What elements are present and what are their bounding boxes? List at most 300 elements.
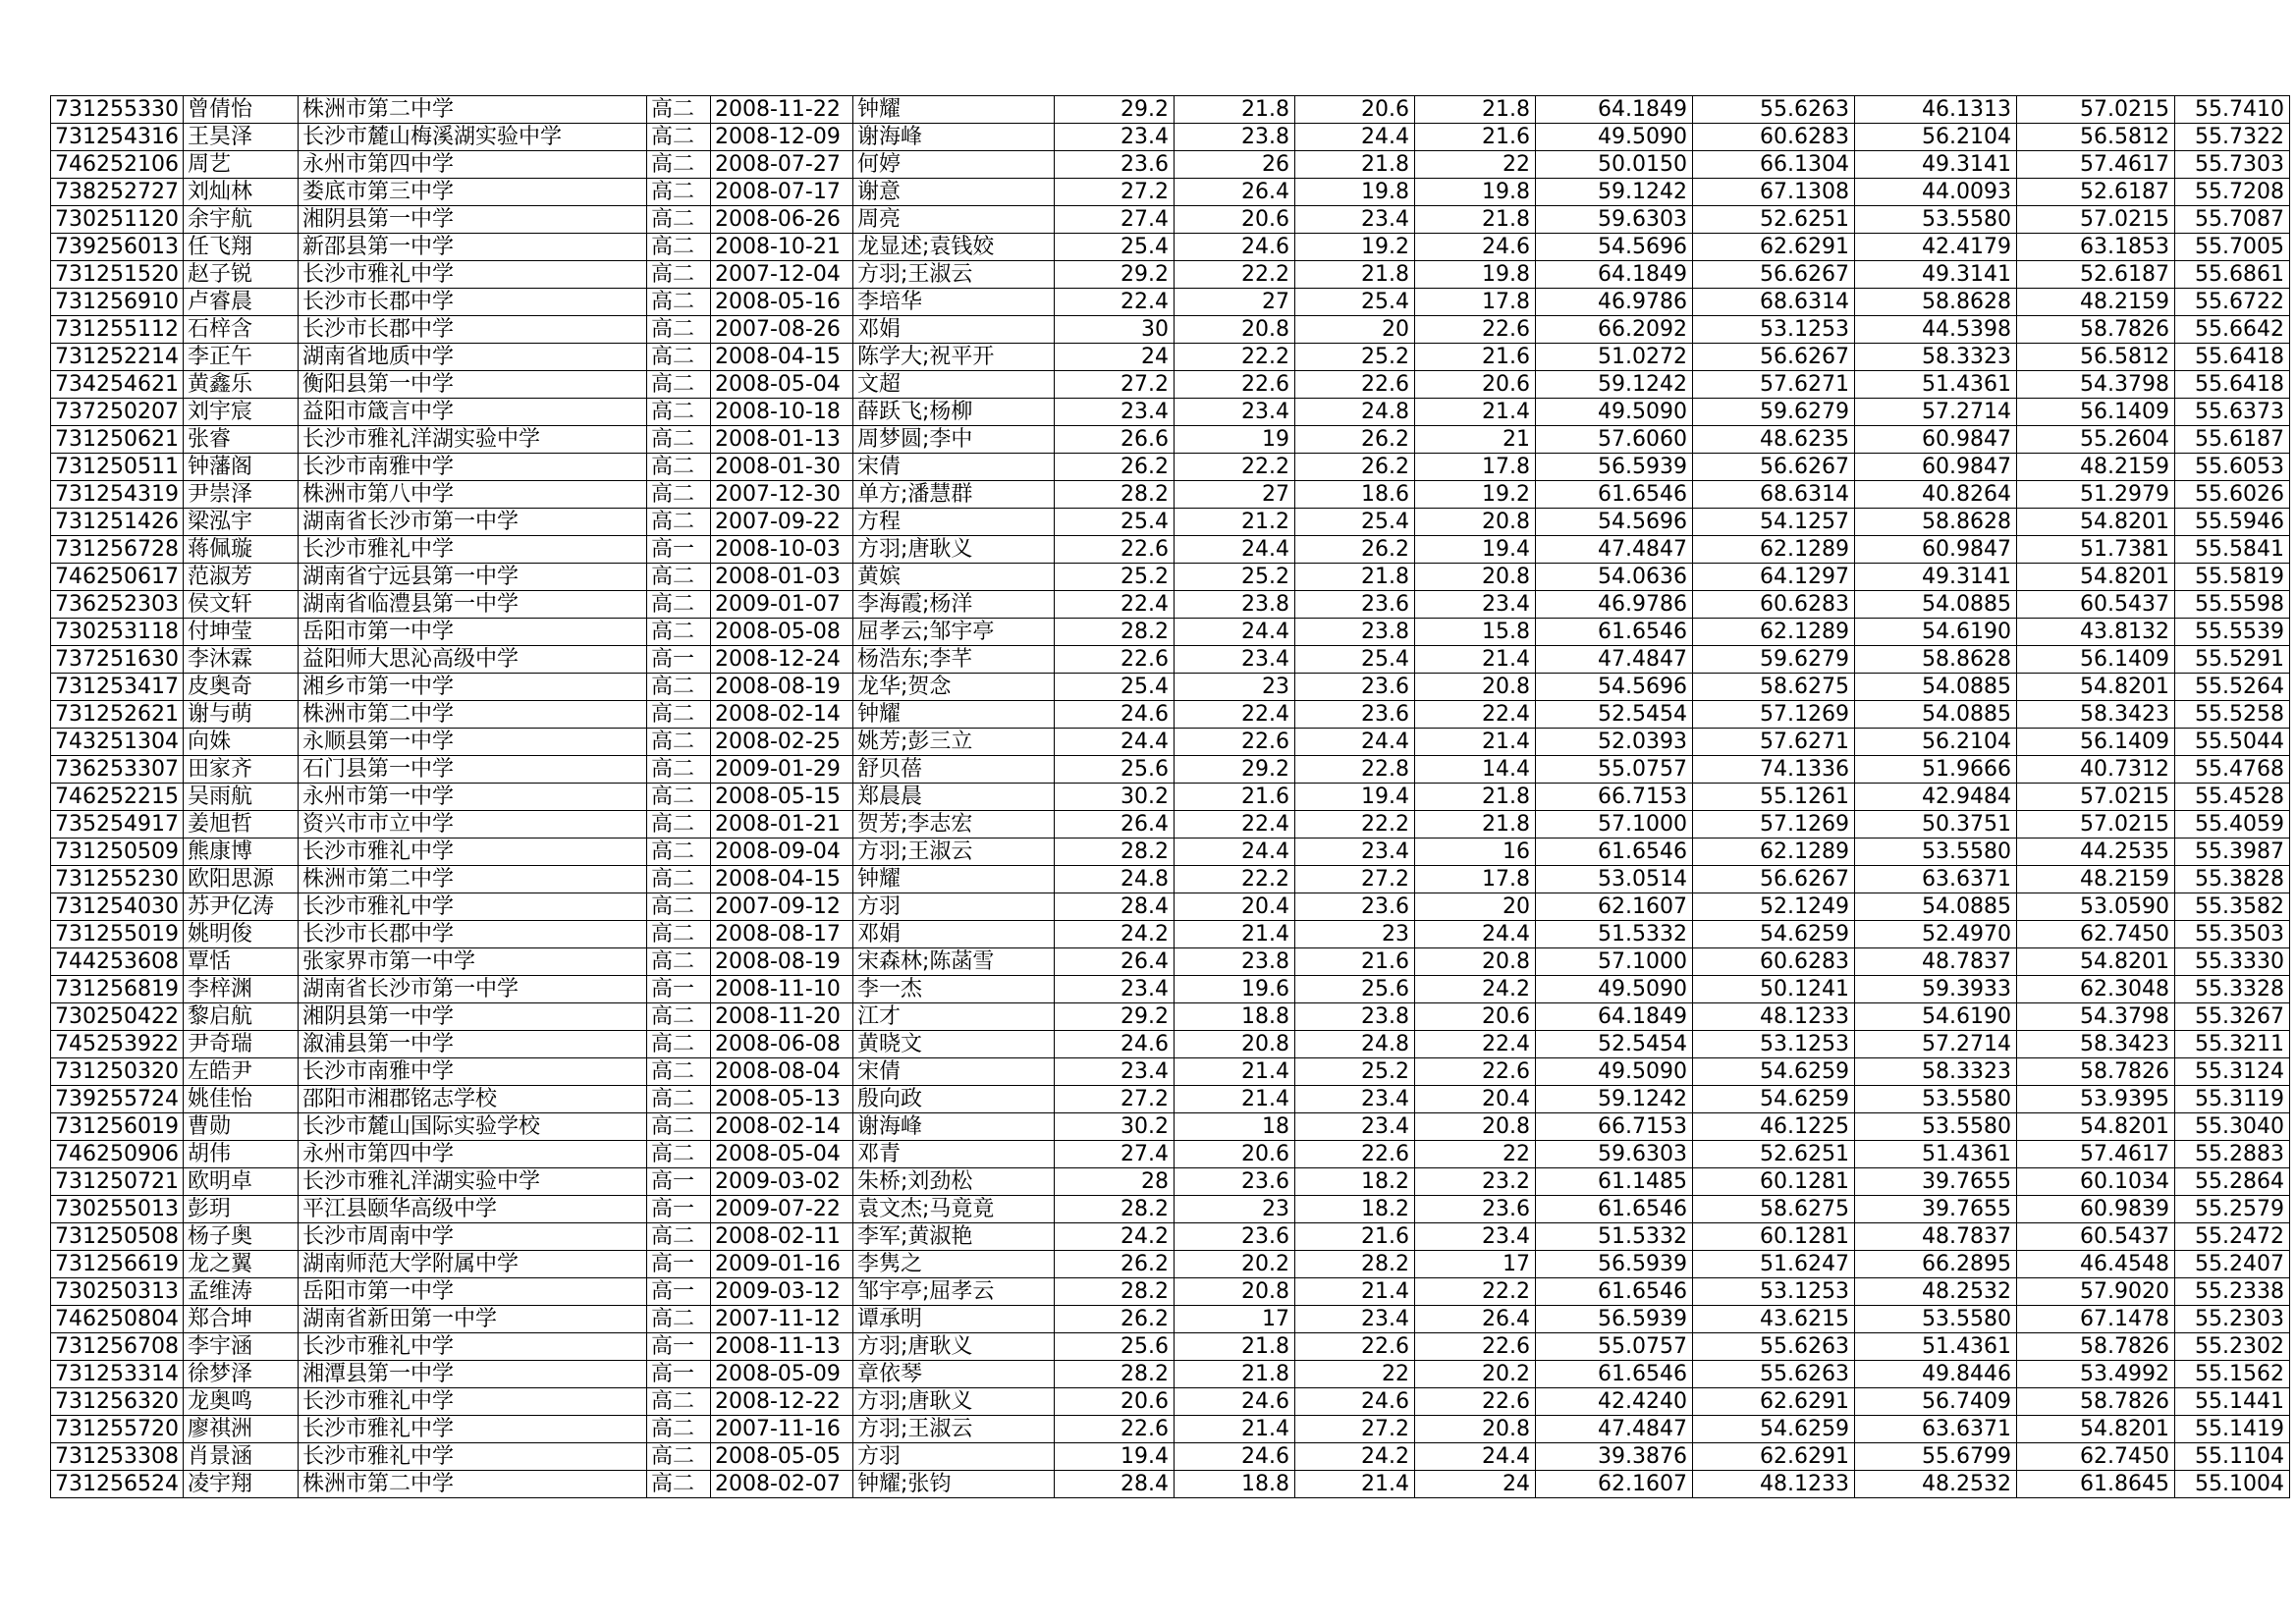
id-cell: 731256619	[51, 1251, 184, 1278]
birthdate-cell: 2009-01-16	[710, 1251, 852, 1278]
id-cell: 731255330	[51, 96, 184, 124]
score4-cell: 22.6	[1414, 1058, 1535, 1086]
std2-cell: 55.6263	[1692, 1333, 1854, 1361]
std2-cell: 53.1253	[1692, 316, 1854, 344]
std4-cell: 52.6187	[2016, 261, 2174, 289]
grade-cell: 高二	[646, 811, 710, 839]
teacher-cell: 朱桥;刘劲松	[852, 1168, 1054, 1196]
std4-cell: 56.5812	[2016, 344, 2174, 371]
score1-cell: 24.4	[1054, 729, 1174, 756]
total-cell: 55.3582	[2174, 893, 2289, 921]
name-cell: 姚明俊	[183, 921, 298, 948]
score4-cell: 20.2	[1414, 1361, 1535, 1388]
teacher-cell: 宋倩	[852, 1058, 1054, 1086]
school-cell: 新邵县第一中学	[298, 234, 646, 261]
name-cell: 廖祺洲	[183, 1416, 298, 1443]
score1-cell: 27.2	[1054, 1086, 1174, 1113]
id-cell: 731253314	[51, 1361, 184, 1388]
score2-cell: 20.8	[1174, 1278, 1294, 1306]
id-cell: 731250320	[51, 1058, 184, 1086]
name-cell: 余宇航	[183, 206, 298, 234]
std4-cell: 57.0215	[2016, 811, 2174, 839]
std2-cell: 54.6259	[1692, 1416, 1854, 1443]
score1-cell: 22.6	[1054, 646, 1174, 674]
std2-cell: 57.6271	[1692, 371, 1854, 399]
id-cell: 746250906	[51, 1141, 184, 1168]
std1-cell: 51.5332	[1535, 1223, 1692, 1251]
id-cell: 731256524	[51, 1471, 184, 1498]
table-row	[51, 784, 2290, 811]
score4-cell: 17	[1414, 1251, 1535, 1278]
score4-cell: 19.2	[1414, 481, 1535, 509]
birthdate-cell: 2007-08-26	[710, 316, 852, 344]
table-row	[51, 1141, 2290, 1168]
score2-cell: 23	[1174, 1196, 1294, 1223]
std4-cell: 57.0215	[2016, 96, 2174, 124]
score3-cell: 25.2	[1294, 344, 1414, 371]
std3-cell: 49.3141	[1854, 564, 2016, 591]
std4-cell: 58.7826	[2016, 316, 2174, 344]
score1-cell: 29.2	[1054, 96, 1174, 124]
birthdate-cell: 2009-01-07	[710, 591, 852, 619]
score2-cell: 22.2	[1174, 261, 1294, 289]
std4-cell: 53.4992	[2016, 1361, 2174, 1388]
score3-cell: 23.4	[1294, 1306, 1414, 1333]
std3-cell: 58.8628	[1854, 509, 2016, 536]
std3-cell: 44.5398	[1854, 316, 2016, 344]
score4-cell: 21.6	[1414, 124, 1535, 151]
std4-cell: 53.0590	[2016, 893, 2174, 921]
name-cell: 欧阳思源	[183, 866, 298, 893]
table-row	[51, 316, 2290, 344]
score1-cell: 25.6	[1054, 1333, 1174, 1361]
table-row	[51, 1196, 2290, 1223]
total-cell: 55.2883	[2174, 1141, 2289, 1168]
id-cell: 737250207	[51, 399, 184, 426]
score2-cell: 23.4	[1174, 646, 1294, 674]
score2-cell: 26	[1174, 151, 1294, 179]
std3-cell: 57.2714	[1854, 399, 2016, 426]
std1-cell: 59.1242	[1535, 371, 1692, 399]
grade-cell: 高二	[646, 261, 710, 289]
score2-cell: 23.6	[1174, 1168, 1294, 1196]
grade-cell: 高二	[646, 1141, 710, 1168]
std3-cell: 63.6371	[1854, 1416, 2016, 1443]
std1-cell: 62.1607	[1535, 893, 1692, 921]
id-cell: 731253308	[51, 1443, 184, 1471]
grade-cell: 高二	[646, 1223, 710, 1251]
teacher-cell: 周亮	[852, 206, 1054, 234]
score2-cell: 20.8	[1174, 1031, 1294, 1058]
score3-cell: 20.6	[1294, 96, 1414, 124]
score3-cell: 24.4	[1294, 124, 1414, 151]
score3-cell: 26.2	[1294, 426, 1414, 454]
birthdate-cell: 2008-10-21	[710, 234, 852, 261]
std1-cell: 57.1000	[1535, 948, 1692, 976]
std2-cell: 60.6283	[1692, 591, 1854, 619]
score2-cell: 29.2	[1174, 756, 1294, 784]
name-cell: 李宇涵	[183, 1333, 298, 1361]
std4-cell: 60.5437	[2016, 591, 2174, 619]
id-cell: 734254621	[51, 371, 184, 399]
birthdate-cell: 2008-11-10	[710, 976, 852, 1003]
name-cell: 吴雨航	[183, 784, 298, 811]
grade-cell: 高二	[646, 399, 710, 426]
score1-cell: 28.2	[1054, 481, 1174, 509]
grade-cell: 高二	[646, 591, 710, 619]
std2-cell: 55.6263	[1692, 96, 1854, 124]
score4-cell: 24.6	[1414, 234, 1535, 261]
score2-cell: 18.8	[1174, 1471, 1294, 1498]
total-cell: 55.7410	[2174, 96, 2289, 124]
birthdate-cell: 2008-05-04	[710, 371, 852, 399]
table-row	[51, 1361, 2290, 1388]
teacher-cell: 谢海峰	[852, 124, 1054, 151]
school-cell: 邵阳市湘郡铭志学校	[298, 1086, 646, 1113]
score3-cell: 22.6	[1294, 371, 1414, 399]
std3-cell: 54.6190	[1854, 1003, 2016, 1031]
score2-cell: 24.4	[1174, 536, 1294, 564]
total-cell: 55.5819	[2174, 564, 2289, 591]
std4-cell: 60.1034	[2016, 1168, 2174, 1196]
score4-cell: 21.8	[1414, 811, 1535, 839]
score3-cell: 21.6	[1294, 948, 1414, 976]
score4-cell: 22.2	[1414, 1278, 1535, 1306]
score4-cell: 20.4	[1414, 1086, 1535, 1113]
total-cell: 55.2864	[2174, 1168, 2289, 1196]
std1-cell: 47.4847	[1535, 646, 1692, 674]
score1-cell: 22.4	[1054, 289, 1174, 316]
id-cell: 730253118	[51, 619, 184, 646]
score1-cell: 28.2	[1054, 1278, 1174, 1306]
score2-cell: 24.6	[1174, 1388, 1294, 1416]
score3-cell: 20	[1294, 316, 1414, 344]
std1-cell: 54.5696	[1535, 674, 1692, 701]
score2-cell: 23.8	[1174, 948, 1294, 976]
id-cell: 745253922	[51, 1031, 184, 1058]
score3-cell: 26.2	[1294, 454, 1414, 481]
score1-cell: 26.2	[1054, 454, 1174, 481]
score3-cell: 25.4	[1294, 509, 1414, 536]
teacher-cell: 方羽;唐耿义	[852, 1333, 1054, 1361]
score1-cell: 25.2	[1054, 564, 1174, 591]
std3-cell: 40.8264	[1854, 481, 2016, 509]
school-cell: 湖南省长沙市第一中学	[298, 976, 646, 1003]
score1-cell: 26.2	[1054, 1251, 1174, 1278]
score3-cell: 24.8	[1294, 1031, 1414, 1058]
std4-cell: 61.8645	[2016, 1471, 2174, 1498]
std3-cell: 53.5580	[1854, 1306, 2016, 1333]
std4-cell: 54.8201	[2016, 948, 2174, 976]
school-cell: 湖南师范大学附属中学	[298, 1251, 646, 1278]
teacher-cell: 李培华	[852, 289, 1054, 316]
table-row	[51, 481, 2290, 509]
std1-cell: 49.5090	[1535, 399, 1692, 426]
total-cell: 55.6373	[2174, 399, 2289, 426]
total-cell: 55.5841	[2174, 536, 2289, 564]
score4-cell: 19.8	[1414, 179, 1535, 206]
table-row	[51, 839, 2290, 866]
name-cell: 曾倩怡	[183, 96, 298, 124]
std3-cell: 54.0885	[1854, 674, 2016, 701]
std3-cell: 48.7837	[1854, 1223, 2016, 1251]
std1-cell: 66.2092	[1535, 316, 1692, 344]
school-cell: 湖南省临澧县第一中学	[298, 591, 646, 619]
std4-cell: 58.7826	[2016, 1388, 2174, 1416]
id-cell: 731256728	[51, 536, 184, 564]
id-cell: 731253417	[51, 674, 184, 701]
teacher-cell: 方羽;唐耿义	[852, 536, 1054, 564]
name-cell: 姚佳怡	[183, 1086, 298, 1113]
score2-cell: 21.2	[1174, 509, 1294, 536]
id-cell: 746252215	[51, 784, 184, 811]
std4-cell: 62.7450	[2016, 921, 2174, 948]
score1-cell: 24.2	[1054, 1223, 1174, 1251]
score1-cell: 23.6	[1054, 151, 1174, 179]
teacher-cell: 谭承明	[852, 1306, 1054, 1333]
school-cell: 长沙市长郡中学	[298, 289, 646, 316]
name-cell: 熊康博	[183, 839, 298, 866]
birthdate-cell: 2009-03-02	[710, 1168, 852, 1196]
score2-cell: 21.8	[1174, 96, 1294, 124]
school-cell: 株洲市第八中学	[298, 481, 646, 509]
std3-cell: 58.8628	[1854, 646, 2016, 674]
table-row	[51, 564, 2290, 591]
birthdate-cell: 2008-05-04	[710, 1141, 852, 1168]
score1-cell: 28.4	[1054, 893, 1174, 921]
name-cell: 黄鑫乐	[183, 371, 298, 399]
std2-cell: 74.1336	[1692, 756, 1854, 784]
total-cell: 55.6026	[2174, 481, 2289, 509]
score4-cell: 23.6	[1414, 1196, 1535, 1223]
score4-cell: 24	[1414, 1471, 1535, 1498]
teacher-cell: 黄晓文	[852, 1031, 1054, 1058]
score2-cell: 21.4	[1174, 921, 1294, 948]
total-cell: 55.5044	[2174, 729, 2289, 756]
std3-cell: 53.5580	[1854, 206, 2016, 234]
table-row	[51, 1113, 2290, 1141]
std1-cell: 56.5939	[1535, 1306, 1692, 1333]
score1-cell: 26.2	[1054, 1306, 1174, 1333]
teacher-cell: 屈孝云;邹宇亭	[852, 619, 1054, 646]
std2-cell: 62.1289	[1692, 839, 1854, 866]
score1-cell: 26.4	[1054, 948, 1174, 976]
score4-cell: 21.4	[1414, 646, 1535, 674]
total-cell: 55.1419	[2174, 1416, 2289, 1443]
id-cell: 746252106	[51, 151, 184, 179]
total-cell: 55.6418	[2174, 344, 2289, 371]
std1-cell: 51.5332	[1535, 921, 1692, 948]
score2-cell: 23	[1174, 674, 1294, 701]
std3-cell: 49.3141	[1854, 151, 2016, 179]
table-row	[51, 1086, 2290, 1113]
score2-cell: 23.4	[1174, 399, 1294, 426]
total-cell: 55.1562	[2174, 1361, 2289, 1388]
name-cell: 郑合坤	[183, 1306, 298, 1333]
std1-cell: 52.5454	[1535, 701, 1692, 729]
teacher-cell: 陈学大;祝平开	[852, 344, 1054, 371]
score4-cell: 20.8	[1414, 1416, 1535, 1443]
name-cell: 石梓含	[183, 316, 298, 344]
table-row	[51, 371, 2290, 399]
std4-cell: 60.9839	[2016, 1196, 2174, 1223]
grade-cell: 高二	[646, 344, 710, 371]
std2-cell: 54.6259	[1692, 921, 1854, 948]
std3-cell: 42.4179	[1854, 234, 2016, 261]
teacher-cell: 方程	[852, 509, 1054, 536]
score2-cell: 22.6	[1174, 371, 1294, 399]
total-cell: 55.6418	[2174, 371, 2289, 399]
std4-cell: 67.1478	[2016, 1306, 2174, 1333]
name-cell: 胡伟	[183, 1141, 298, 1168]
std3-cell: 39.7655	[1854, 1196, 2016, 1223]
school-cell: 长沙市雅礼中学	[298, 1443, 646, 1471]
teacher-cell: 江才	[852, 1003, 1054, 1031]
birthdate-cell: 2008-06-08	[710, 1031, 852, 1058]
table-row	[51, 289, 2290, 316]
std2-cell: 60.1281	[1692, 1223, 1854, 1251]
score1-cell: 25.4	[1054, 509, 1174, 536]
teacher-cell: 龙华;贺念	[852, 674, 1054, 701]
table-row	[51, 1058, 2290, 1086]
table-row	[51, 976, 2290, 1003]
birthdate-cell: 2008-12-09	[710, 124, 852, 151]
name-cell: 钟藩阁	[183, 454, 298, 481]
id-cell: 731255230	[51, 866, 184, 893]
score4-cell: 22.6	[1414, 1333, 1535, 1361]
id-cell: 739256013	[51, 234, 184, 261]
score4-cell: 17.8	[1414, 289, 1535, 316]
school-cell: 湘潭县第一中学	[298, 1361, 646, 1388]
id-cell: 731256320	[51, 1388, 184, 1416]
grade-cell: 高一	[646, 1361, 710, 1388]
std2-cell: 62.1289	[1692, 536, 1854, 564]
table-row	[51, 426, 2290, 454]
std4-cell: 58.7826	[2016, 1058, 2174, 1086]
teacher-cell: 方羽	[852, 893, 1054, 921]
score4-cell: 23.4	[1414, 1223, 1535, 1251]
score3-cell: 28.2	[1294, 1251, 1414, 1278]
grade-cell: 高二	[646, 151, 710, 179]
score2-cell: 21.6	[1174, 784, 1294, 811]
grade-cell: 高二	[646, 564, 710, 591]
id-cell: 735254917	[51, 811, 184, 839]
std3-cell: 53.5580	[1854, 1086, 2016, 1113]
total-cell: 55.2302	[2174, 1333, 2289, 1361]
name-cell: 徐梦泽	[183, 1361, 298, 1388]
school-cell: 长沙市长郡中学	[298, 316, 646, 344]
birthdate-cell: 2007-12-04	[710, 261, 852, 289]
teacher-cell: 方羽;王淑云	[852, 1416, 1054, 1443]
score1-cell: 20.6	[1054, 1388, 1174, 1416]
birthdate-cell: 2008-09-04	[710, 839, 852, 866]
id-cell: 730250422	[51, 1003, 184, 1031]
score2-cell: 24.6	[1174, 234, 1294, 261]
id-cell: 738252727	[51, 179, 184, 206]
std2-cell: 66.1304	[1692, 151, 1854, 179]
id-cell: 731256910	[51, 289, 184, 316]
grade-cell: 高二	[646, 426, 710, 454]
score4-cell: 20.8	[1414, 564, 1535, 591]
std2-cell: 53.1253	[1692, 1031, 1854, 1058]
name-cell: 姜旭哲	[183, 811, 298, 839]
std1-cell: 59.6303	[1535, 1141, 1692, 1168]
grade-cell: 高一	[646, 1251, 710, 1278]
school-cell: 衡阳县第一中学	[298, 371, 646, 399]
name-cell: 侯文轩	[183, 591, 298, 619]
school-cell: 湖南省宁远县第一中学	[298, 564, 646, 591]
birthdate-cell: 2008-11-13	[710, 1333, 852, 1361]
std4-cell: 48.2159	[2016, 454, 2174, 481]
table-row	[51, 1223, 2290, 1251]
table-row	[51, 1251, 2290, 1278]
score3-cell: 21.4	[1294, 1471, 1414, 1498]
score2-cell: 19.6	[1174, 976, 1294, 1003]
std3-cell: 48.2532	[1854, 1278, 2016, 1306]
score2-cell: 21.8	[1174, 1361, 1294, 1388]
std2-cell: 43.6215	[1692, 1306, 1854, 1333]
id-cell: 736252303	[51, 591, 184, 619]
name-cell: 龙之翼	[183, 1251, 298, 1278]
grade-cell: 高二	[646, 96, 710, 124]
total-cell: 55.3503	[2174, 921, 2289, 948]
std1-cell: 50.0150	[1535, 151, 1692, 179]
score3-cell: 23.4	[1294, 206, 1414, 234]
score1-cell: 28.2	[1054, 1196, 1174, 1223]
std3-cell: 49.8446	[1854, 1361, 2016, 1388]
grade-cell: 高二	[646, 1086, 710, 1113]
table-row	[51, 591, 2290, 619]
score1-cell: 22.6	[1054, 536, 1174, 564]
teacher-cell: 谢海峰	[852, 1113, 1054, 1141]
name-cell: 蒋佩璇	[183, 536, 298, 564]
std1-cell: 53.0514	[1535, 866, 1692, 893]
grade-cell: 高二	[646, 1471, 710, 1498]
std2-cell: 52.6251	[1692, 206, 1854, 234]
score3-cell: 19.8	[1294, 179, 1414, 206]
std1-cell: 54.0636	[1535, 564, 1692, 591]
score1-cell: 25.6	[1054, 756, 1174, 784]
std1-cell: 66.7153	[1535, 1113, 1692, 1141]
birthdate-cell: 2008-05-09	[710, 1361, 852, 1388]
score1-cell: 23.4	[1054, 1058, 1174, 1086]
total-cell: 55.2303	[2174, 1306, 2289, 1333]
grade-cell: 高二	[646, 674, 710, 701]
id-cell: 739255724	[51, 1086, 184, 1113]
name-cell: 皮奥奇	[183, 674, 298, 701]
std1-cell: 49.5090	[1535, 976, 1692, 1003]
grade-cell: 高二	[646, 839, 710, 866]
score3-cell: 21.4	[1294, 1278, 1414, 1306]
school-cell: 湘乡市第一中学	[298, 674, 646, 701]
school-cell: 长沙市雅礼中学	[298, 1388, 646, 1416]
std2-cell: 67.1308	[1692, 179, 1854, 206]
birthdate-cell: 2008-01-13	[710, 426, 852, 454]
std4-cell: 48.2159	[2016, 289, 2174, 316]
score2-cell: 18.8	[1174, 1003, 1294, 1031]
std2-cell: 56.6267	[1692, 344, 1854, 371]
table-row	[51, 96, 2290, 124]
birthdate-cell: 2007-11-12	[710, 1306, 852, 1333]
std2-cell: 54.6259	[1692, 1058, 1854, 1086]
teacher-cell: 钟耀	[852, 866, 1054, 893]
std1-cell: 46.9786	[1535, 591, 1692, 619]
name-cell: 付坤莹	[183, 619, 298, 646]
school-cell: 长沙市麓山国际实验学校	[298, 1113, 646, 1141]
score1-cell: 24	[1054, 344, 1174, 371]
total-cell: 55.7322	[2174, 124, 2289, 151]
table-row	[51, 509, 2290, 536]
